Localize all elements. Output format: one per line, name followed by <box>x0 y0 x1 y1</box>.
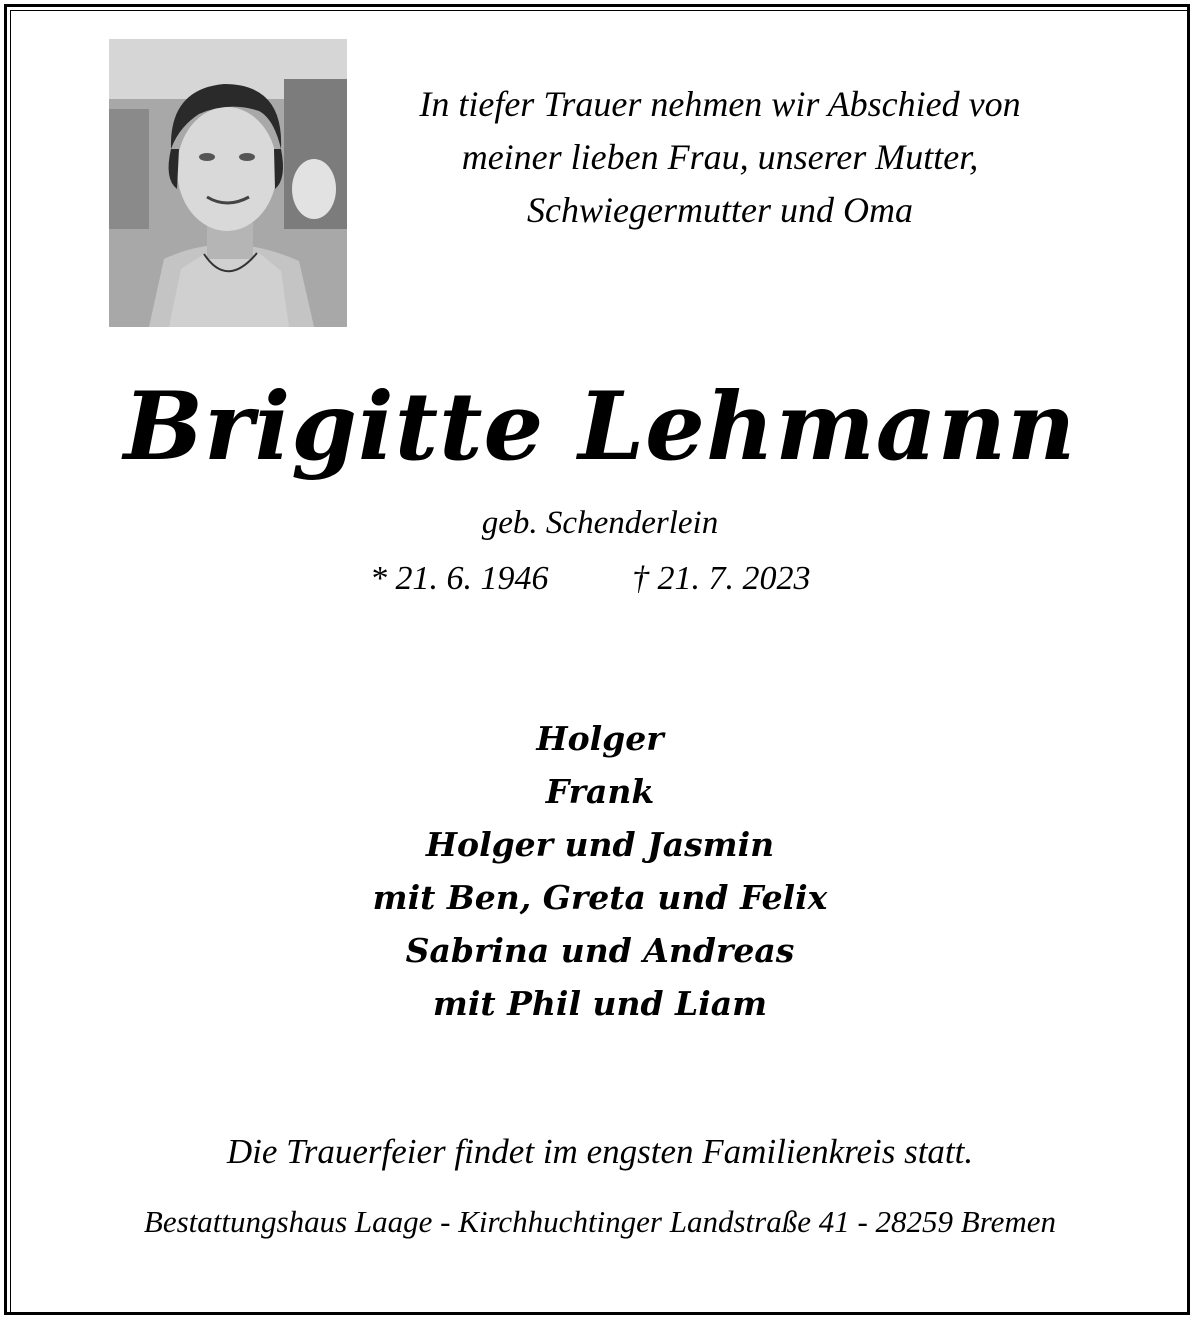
mourner-line: Holger <box>536 719 664 758</box>
mourner-line: mit Ben, Greta und Felix <box>372 878 828 917</box>
mourner-line: mit Phil und Liam <box>432 984 768 1023</box>
mourner-line: Frank <box>545 772 655 811</box>
portrait-illustration <box>109 39 347 327</box>
birth-date: * 21. 6. 1946 <box>370 560 549 597</box>
ceremony-note: Die Trauerfeier findet im engsten Familienkreis statt. <box>226 1132 974 1171</box>
intro-text <box>400 78 1040 237</box>
intro-line: meiner lieben Frau, unserer Mutter, <box>461 137 979 177</box>
funeral-home-info: Bestattungshaus Laage - Kirchhuchtinger Landstraße 41 - 28259 Bremen <box>143 1204 1057 1239</box>
mourner-line: Sabrina und Andreas <box>405 931 795 970</box>
mourner-line: Holger und Jasmin <box>425 825 775 864</box>
intro-line: In tiefer Trauer nehmen wir Abschied von <box>419 84 1021 124</box>
portrait-photo <box>109 39 347 327</box>
mourners-list <box>0 712 1200 1030</box>
death-date: † 21. 7. 2023 <box>632 560 811 597</box>
maiden-name: geb. Schenderlein <box>481 505 719 541</box>
intro-line: Schwiegermutter und Oma <box>527 190 913 230</box>
deceased-name: Brigitte Lehmann <box>123 372 1077 482</box>
